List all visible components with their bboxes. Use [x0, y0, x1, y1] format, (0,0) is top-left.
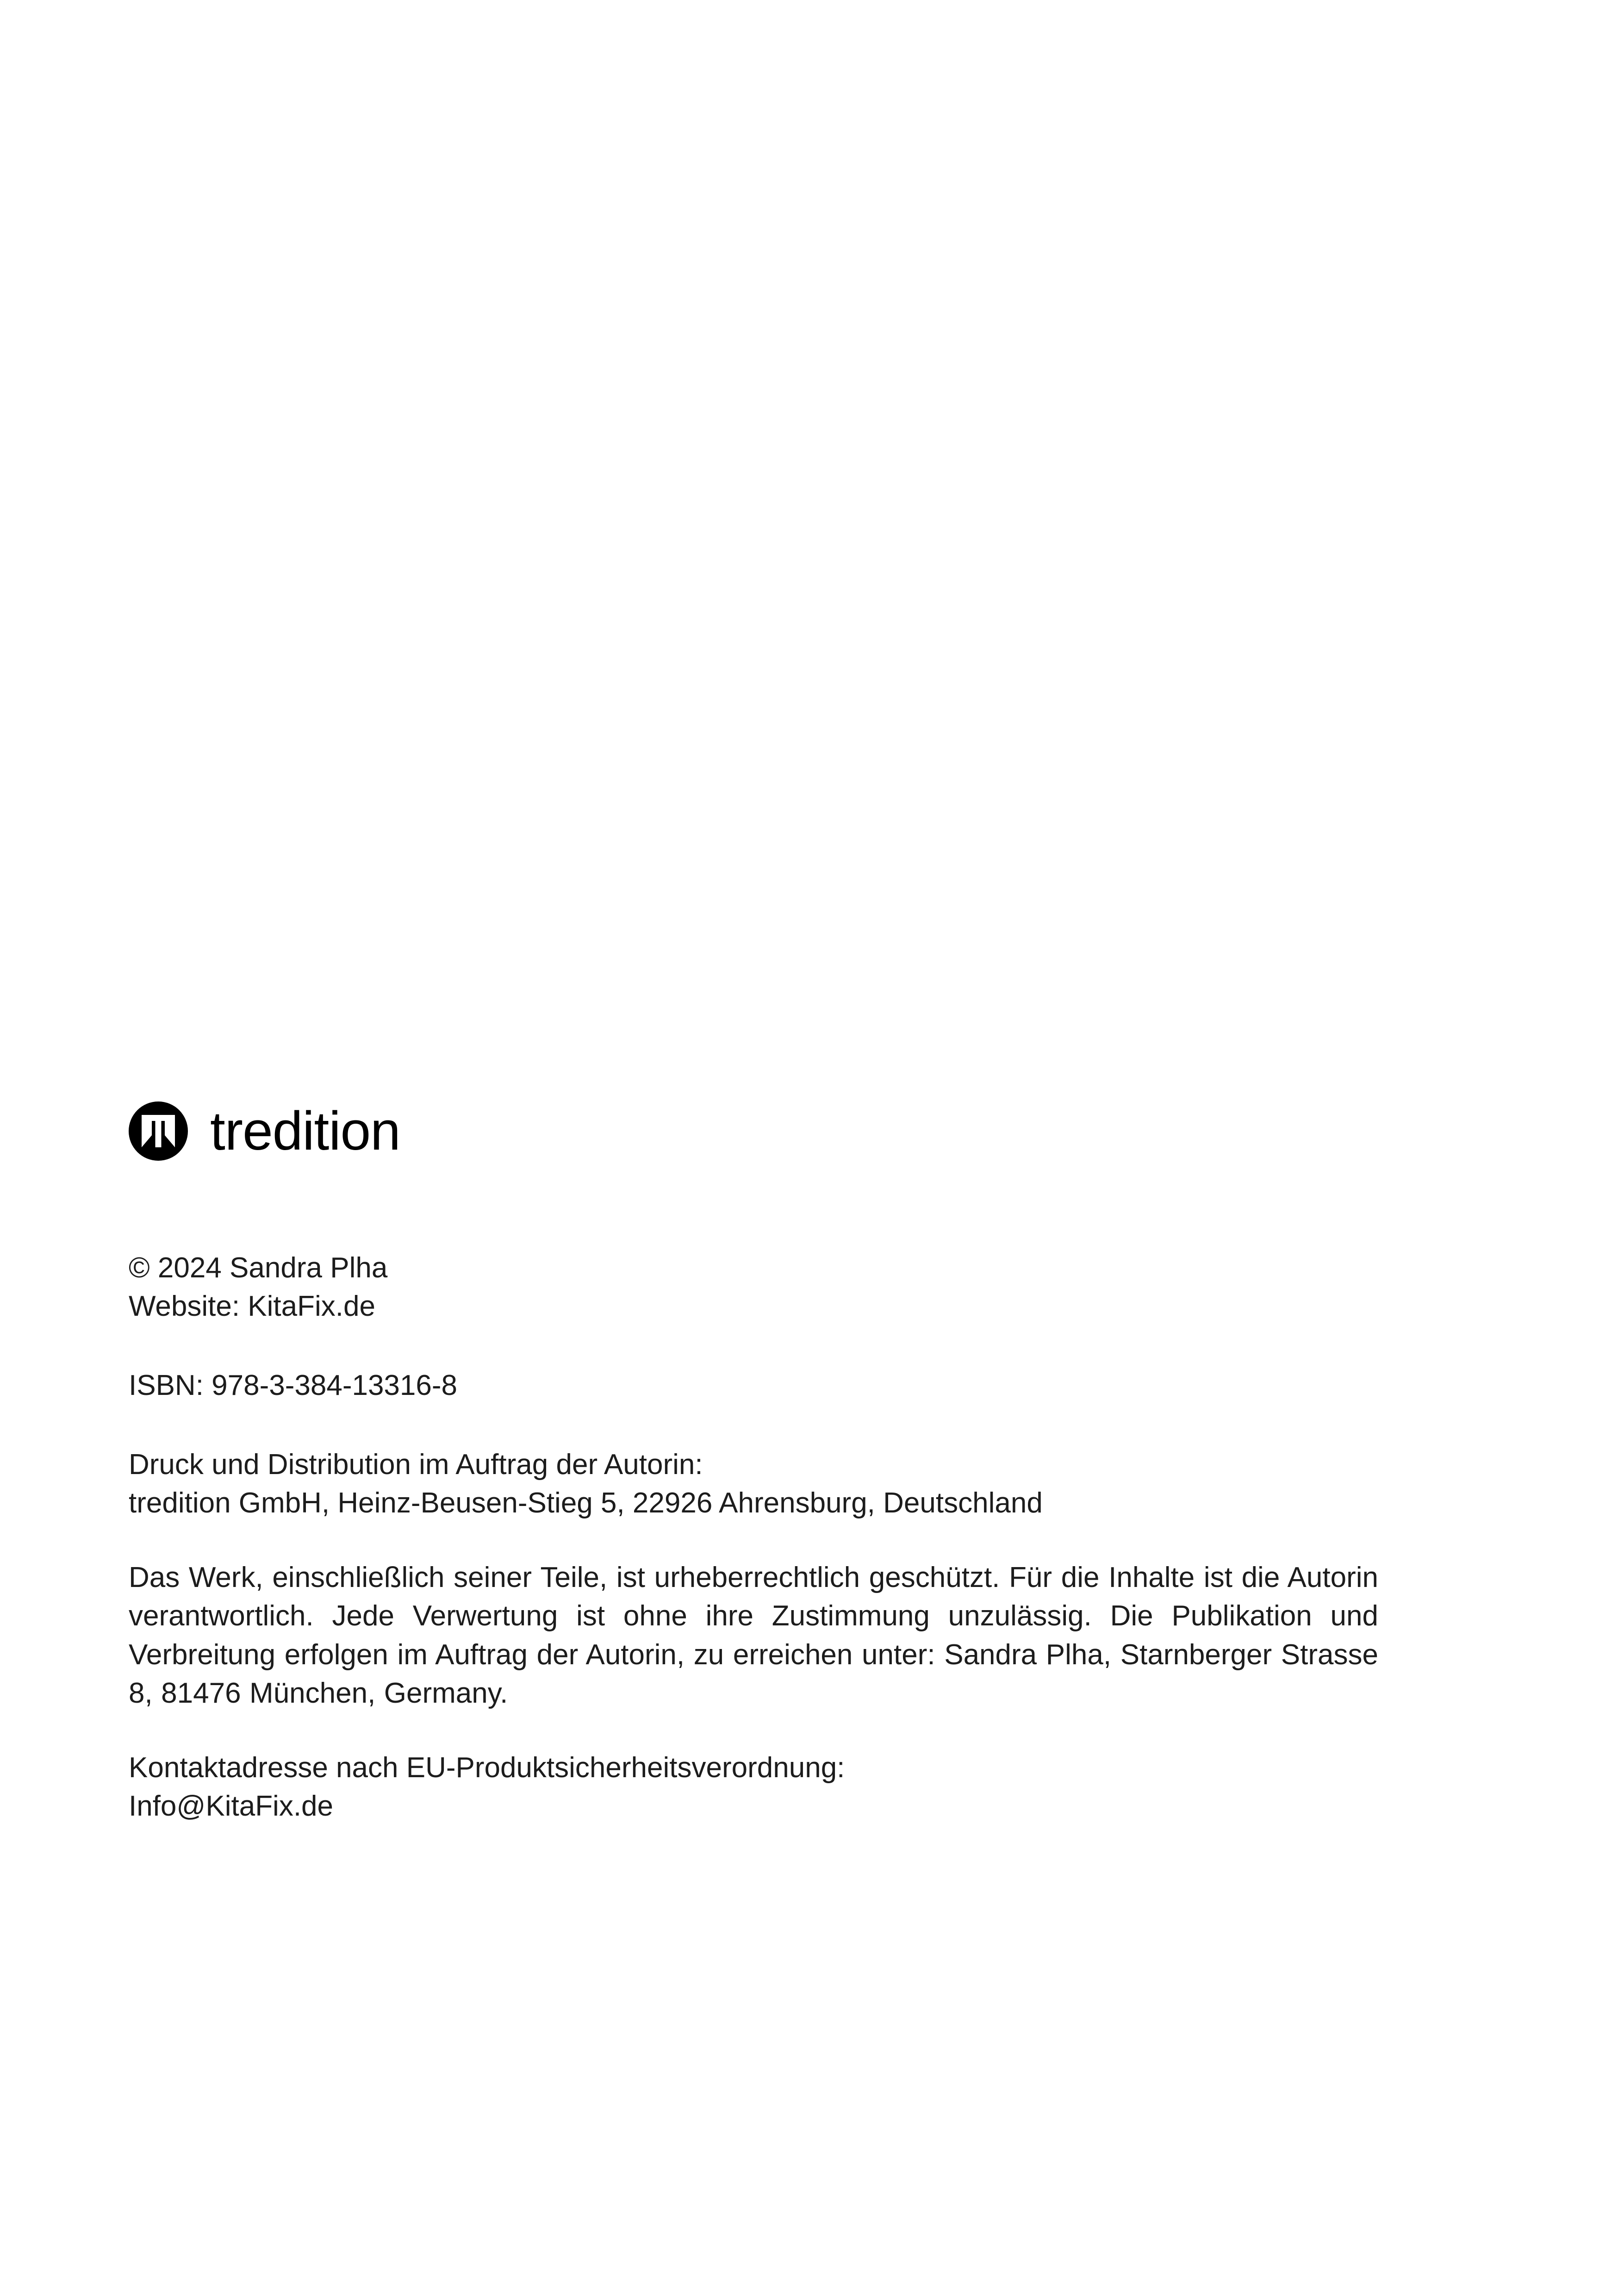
- copyright-block: [129, 1249, 1378, 1325]
- copyright-line: © 2024 Sandra Plha: [129, 1252, 388, 1284]
- publisher-logo: [129, 1101, 1378, 1161]
- print-distribution-address: tredition GmbH, Heinz-Beusen-Stieg 5, 22926 Ahrensburg, Deutschland: [129, 1487, 1043, 1519]
- contact-label: Kontaktadresse nach EU-Produktsicherheitsverordnung:: [129, 1751, 845, 1784]
- rights-notice-text: Das Werk, einschließlich seiner Teile, ist urheberrechtlich geschützt. Für die Inhalte ist die Autorin verantwortlich. Jede Verwertung ist ohne ihre Zustimmung unzulässig. Die Publikation und Verbreitung erfolgen im Auftrag der Autorin, zu erreichen unter: Sandra Plha, Starnberger Strasse 8, 81476 München, Germany.: [129, 1562, 1378, 1709]
- contact-email: Info@KitaFix.de: [129, 1790, 334, 1822]
- spacer: [129, 1325, 1378, 1366]
- website-line: Website: KitaFix.de: [129, 1290, 375, 1323]
- print-distribution-block: [129, 1445, 1378, 1522]
- tredition-mark-glyph: [142, 1115, 175, 1147]
- spacer: [129, 1405, 1378, 1445]
- tredition-logo-icon: [129, 1101, 188, 1161]
- publisher-name: tredition: [210, 1101, 400, 1162]
- imprint-content: [129, 1101, 1378, 1825]
- contact-block: [129, 1748, 1378, 1825]
- isbn-line: ISBN: 978-3-384-13316-8: [129, 1369, 458, 1402]
- print-distribution-label: Druck und Distribution im Auftrag der Autorin:: [129, 1449, 703, 1481]
- rights-notice-block: [129, 1558, 1378, 1712]
- isbn-block: [129, 1366, 1378, 1405]
